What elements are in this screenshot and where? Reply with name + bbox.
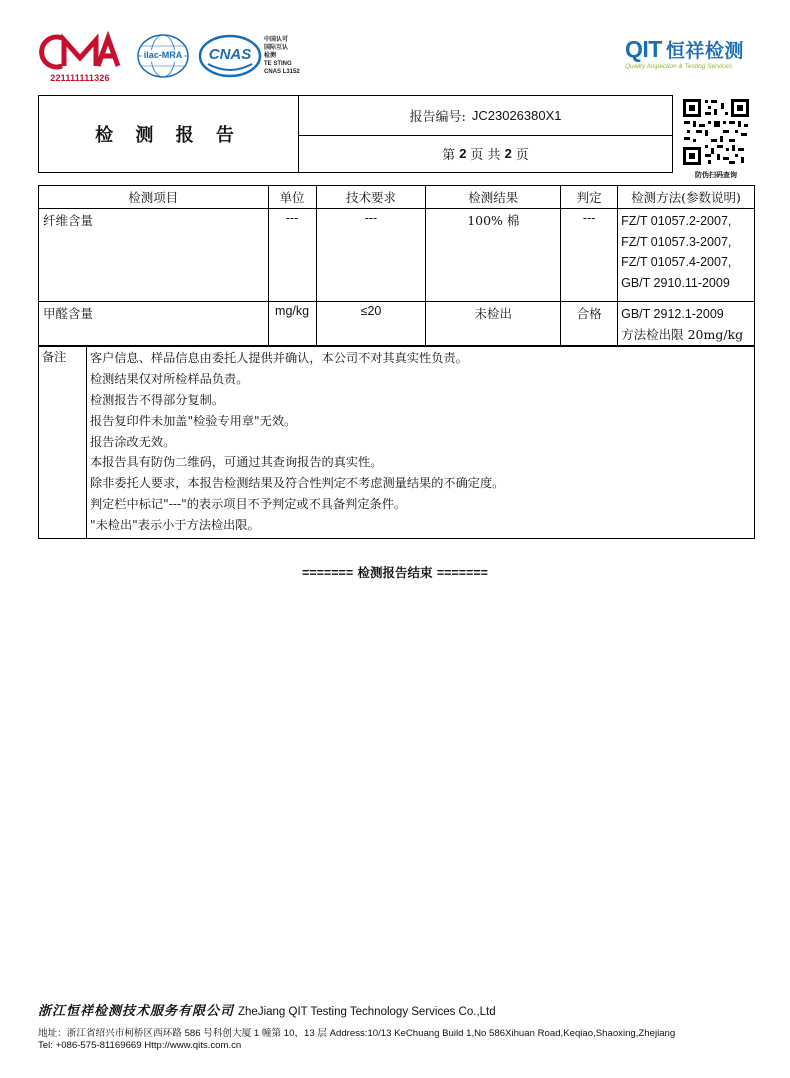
col-header-unit: 单位 [268, 186, 316, 209]
page-total: 2 [504, 146, 512, 161]
col-header-item: 检测项目 [39, 186, 269, 209]
remark-line: 除非委托人要求，本报告检测结果及符合性判定不考虑测量结果的不确定度。 [90, 476, 505, 491]
remark-line: 检测报告不得部分复制。 [90, 392, 225, 407]
remarks-label: 备注 [39, 346, 87, 539]
table-row [39, 302, 755, 347]
table-header-row [39, 186, 755, 209]
table-row [39, 209, 755, 302]
remark-line: "未检出"表示小于方法检出限。 [90, 518, 260, 533]
method-line: FZ/T 01057.2-2007, [621, 214, 732, 228]
qit-logo-cn: 恒祥检测 [665, 40, 744, 62]
method-line: 方法检出限 20mg/kg [621, 326, 744, 342]
report-title-box [38, 95, 673, 173]
cnas-side-line: 中国认可 [264, 37, 289, 43]
report-end-marker [0, 563, 790, 581]
cma-logo [38, 30, 122, 86]
page-mid: 页 共 [470, 148, 501, 163]
method-line: GB/T 2910.11-2009 [621, 275, 730, 290]
remark-line: 客户信息、样品信息由委托人提供并确认，本公司不对其真实性负责。 [90, 351, 468, 365]
col-header-method: 检测方法(参数说明) [618, 186, 755, 209]
cell-requirement: ≤20 [316, 302, 426, 347]
qit-logo-en: QIT [625, 36, 662, 62]
report-number-cell [299, 96, 672, 136]
method-line: FZ/T 01057.3-2007, [621, 234, 732, 249]
end-marker-right: ======= [436, 566, 488, 580]
cnas-text: CNAS [208, 46, 252, 63]
cell-judgement: --- [561, 209, 618, 302]
cell-result: 未检出 [426, 302, 561, 347]
report-number: JC23026380X1 [471, 108, 562, 123]
qit-tagline: Quality Inspection & Testing Services [625, 63, 733, 70]
remarks-content [87, 346, 755, 539]
qit-logo [625, 36, 755, 76]
col-header-result: 检测结果 [426, 186, 561, 209]
method-line: FZ/T 01057.4-2007, [621, 255, 732, 269]
cnas-side-text [264, 36, 300, 76]
cell-requirement: --- [316, 209, 426, 302]
cnas-side-line: 检测 [264, 53, 277, 59]
cell-item: 甲醛含量 [39, 302, 269, 347]
qr-code-icon [681, 97, 751, 167]
cma-number: 221111111326 [50, 73, 110, 83]
report-title: 检 测 报 告 [95, 125, 242, 146]
cma-emblem-icon [38, 30, 122, 74]
company-name-cn: 浙江恒祥检测技术服务有限公司 [38, 1004, 235, 1019]
qr-caption: 防伪扫码查询 [695, 171, 737, 179]
end-marker-text: 检测报告结束 [357, 565, 433, 580]
test-results-table [38, 185, 755, 347]
remark-line: 本报告具有防伪二维码，可通过其查询报告的真实性。 [90, 455, 383, 470]
cnas-side-line: TE STING [264, 61, 292, 67]
cell-method [618, 209, 755, 302]
cell-unit: mg/kg [268, 302, 316, 347]
company-name-en: ZheJiang QIT Testing Technology Services Co.,Ltd [238, 1006, 496, 1018]
cell-item: 纤维含量 [39, 209, 269, 302]
page-prefix: 第 [442, 148, 456, 163]
report-no-label: 报告编号: [409, 110, 466, 125]
method-line: GB/T 2912.1-2009 [621, 307, 724, 321]
cnas-side-line: 国际互认 [264, 45, 289, 51]
remark-line: 判定栏中标记"---"的表示项目不予判定或不具备判定条件。 [90, 497, 407, 512]
page-current: 2 [459, 146, 467, 161]
cell-result: 100% 棉 [426, 209, 561, 302]
page-count-cell [299, 135, 672, 172]
footer-company [38, 1000, 496, 1019]
page-suffix: 页 [515, 148, 529, 163]
remark-line: 报告涂改无效。 [90, 434, 176, 449]
cnas-logo [198, 34, 262, 78]
cnas-side-line: CNAS L3152 [264, 69, 300, 75]
anti-counterfeit-qr-code [681, 97, 751, 167]
cell-unit: --- [268, 209, 316, 302]
cell-method [618, 302, 755, 347]
title-cell [39, 96, 299, 172]
footer-address: 地址：浙江省绍兴市柯桥区西环路 586 号科创大厦 1 幢第 10、13 层 Address:10/13 KeChuang Build 1,No 586Xihuan Road,Keqiao,Shaoxing,Zhejiang [38, 1028, 676, 1039]
remark-line: 报告复印件未加盖"检验专用章"无效。 [90, 413, 297, 428]
end-marker-left: ======= [302, 566, 354, 580]
footer-contact: Tel: +086-575-81169669 Http://www.qits.com.cn [38, 1040, 242, 1051]
ilac-mra-logo [136, 33, 190, 79]
remark-line: 检测结果仅对所检样品负责。 [90, 371, 249, 386]
ilac-text: ilac-MRA [143, 50, 183, 60]
remarks-table [38, 345, 755, 539]
col-header-requirement: 技术要求 [316, 186, 426, 209]
col-header-judgement: 判定 [561, 186, 618, 209]
cell-judgement: 合格 [561, 302, 618, 347]
